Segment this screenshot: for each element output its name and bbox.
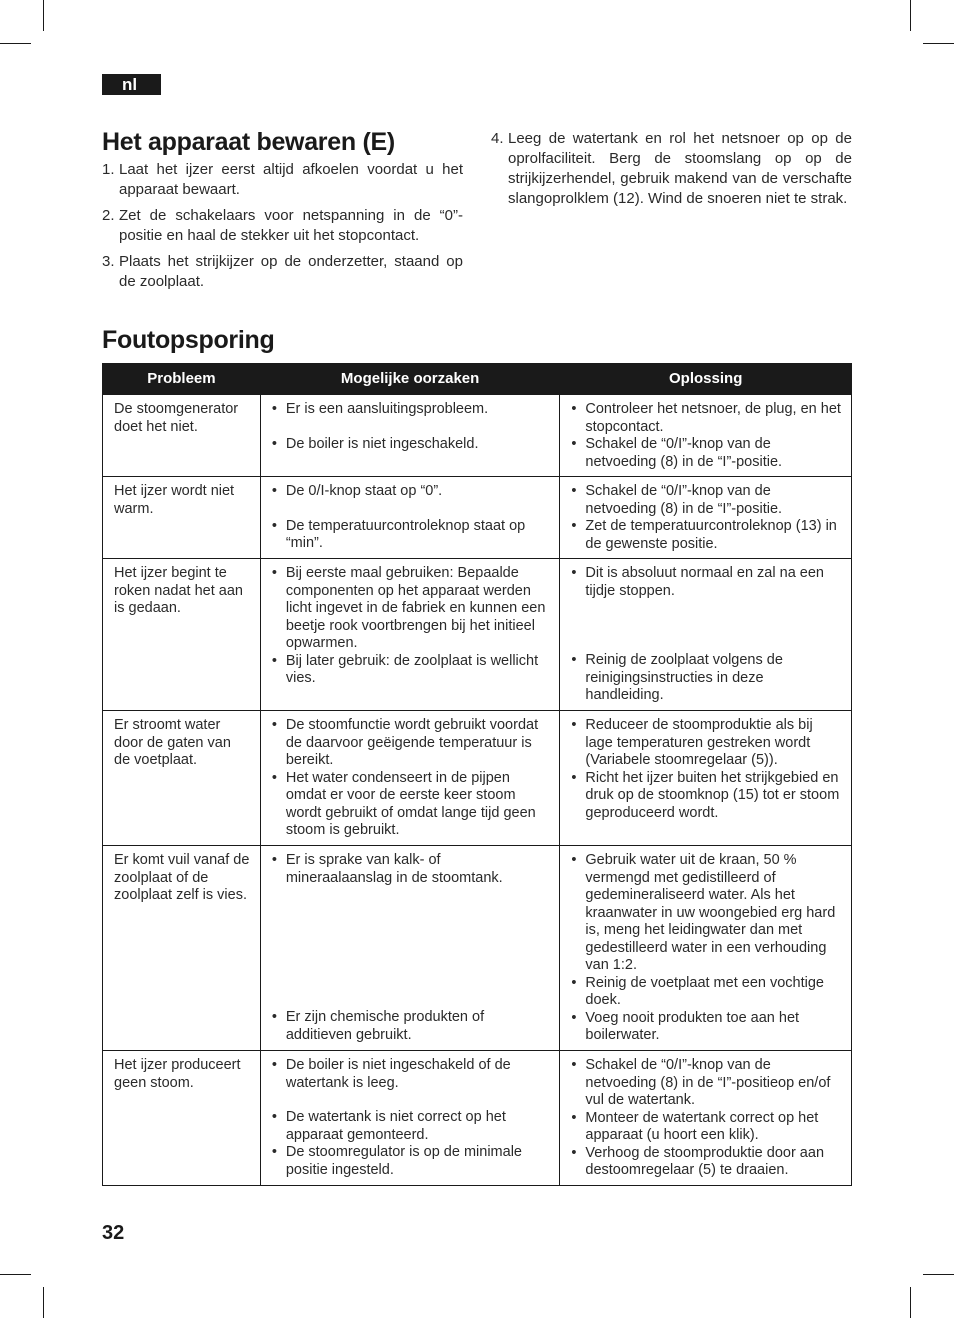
cause-item: • De watertank is niet correct op het apparaat gemonteerd. bbox=[272, 1109, 550, 1144]
problem-cell: Er komt vuil vanaf de zoolplaat of de zoolplaat zelf is vies. bbox=[103, 846, 261, 1051]
cause-item: • Er is een aansluitingsprobleem. bbox=[272, 401, 550, 419]
header-solution: Oplossing bbox=[560, 364, 852, 395]
causes-cell bbox=[260, 477, 560, 559]
table-row bbox=[103, 711, 852, 846]
storage-steps-right bbox=[491, 129, 852, 215]
solution-item: • Voeg nooit produkten toe aan het boilerwater. bbox=[571, 1010, 841, 1045]
solution-item: • Reinig de zoolplaat volgens de reinigingsinstructies in deze handleiding. bbox=[571, 652, 841, 705]
spacer bbox=[272, 887, 550, 1009]
table-header-row bbox=[103, 364, 852, 395]
solution-item: • Reduceer de stoomproduktie als bij lage temperaturen gestreken wordt (Variabele stoomregelaar (5)). bbox=[571, 717, 841, 770]
cause-item: • Het water condenseert in de pijpen omdat er voor de eerste keer stoom wordt gebruikt of omdat lange tijd geen stoom is gebruikt. bbox=[272, 770, 550, 840]
spacer bbox=[272, 1092, 550, 1109]
problem-cell: De stoomgenerator doet het niet. bbox=[103, 395, 261, 477]
table-row bbox=[103, 559, 852, 711]
storage-title: Het apparaat bewaren (E) bbox=[102, 128, 395, 156]
causes-cell bbox=[260, 711, 560, 846]
cause-item: • De boiler is niet ingeschakeld. bbox=[272, 436, 550, 454]
spacer bbox=[272, 501, 550, 518]
troubleshooting-title: Foutopsporing bbox=[102, 326, 275, 354]
cause-item: • De 0/I-knop staat op “0”. bbox=[272, 483, 550, 501]
crop-mark bbox=[910, 1287, 911, 1318]
language-tag: nl bbox=[102, 74, 161, 95]
solution-item: • Richt het ijzer buiten het strijkgebied en druk op de stoomknop (15) tot er stoom geproduceerd wordt. bbox=[571, 770, 841, 823]
cause-item: • Bij later gebruik: de zoolplaat is wellicht vies. bbox=[272, 653, 550, 688]
problem-cell: Er stroomt water door de gaten van de voetplaat. bbox=[103, 711, 261, 846]
table-row bbox=[103, 477, 852, 559]
solution-item: • Dit is absoluut normaal en zal na een tijdje stoppen. bbox=[571, 565, 841, 600]
cause-item: • De stoomfunctie wordt gebruikt voordat de daarvoor geëigende temperatuur is bereikt. bbox=[272, 717, 550, 770]
solution-item: • Schakel de “0/I”-knop van de netvoeding (8) in de “I”-positie. bbox=[571, 436, 841, 471]
problem-cell: Het ijzer produceert geen stoom. bbox=[103, 1051, 261, 1186]
page-number: 32 bbox=[102, 1222, 125, 1244]
cause-item: • De boiler is niet ingeschakeld of de watertank is leeg. bbox=[272, 1057, 550, 1092]
cause-item: • De temperatuurcontroleknop staat op “min”. bbox=[272, 518, 550, 553]
cause-item: • De stoomregulator is op de minimale positie ingesteld. bbox=[272, 1144, 550, 1179]
solution-cell bbox=[560, 846, 852, 1051]
crop-mark bbox=[923, 1274, 954, 1275]
storage-step: 2. Zet de schakelaars voor netspanning in de “0”-positie en haal de stekker uit het stopcontact. bbox=[102, 207, 463, 244]
problem-cell: Het ijzer begint te roken nadat het aan is gedaan. bbox=[103, 559, 261, 711]
storage-step: 3. Plaats het strijkijzer op de onderzetter, staand op de zoolplaat. bbox=[102, 253, 463, 290]
solution-item: • Schakel de “0/I”-knop van de netvoeding (8) in de “I”-positie. bbox=[571, 483, 841, 518]
spacer bbox=[272, 419, 550, 436]
causes-cell bbox=[260, 1051, 560, 1186]
problem-cell: Het ijzer wordt niet warm. bbox=[103, 477, 261, 559]
crop-mark bbox=[0, 43, 31, 44]
header-causes: Mogelijke oorzaken bbox=[260, 364, 560, 395]
cause-item: • Er is sprake van kalk- of mineraalaanslag in de stoomtank. bbox=[272, 852, 550, 887]
storage-steps-left bbox=[102, 160, 463, 298]
table-row bbox=[103, 1051, 852, 1186]
crop-mark bbox=[0, 1274, 31, 1275]
table-row bbox=[103, 846, 852, 1051]
solution-cell bbox=[560, 711, 852, 846]
crop-mark bbox=[43, 0, 44, 31]
solution-item: • Controleer het netsnoer, de plug, en het stopcontact. bbox=[571, 401, 841, 436]
causes-cell bbox=[260, 846, 560, 1051]
header-problem: Probleem bbox=[103, 364, 261, 395]
solution-item: • Verhoog de stoomproduktie door aan destoomregelaar (5) te draaien. bbox=[571, 1145, 841, 1180]
solution-cell bbox=[560, 559, 852, 711]
cause-item: • Er zijn chemische produkten of additieven gebruikt. bbox=[272, 1009, 550, 1044]
solution-item: • Reinig de voetplaat met een vochtige doek. bbox=[571, 975, 841, 1010]
storage-step: 1. Laat het ijzer eerst altijd afkoelen voordat u het apparaat bewaart. bbox=[102, 161, 463, 198]
spacer bbox=[571, 600, 841, 652]
solution-cell bbox=[560, 477, 852, 559]
crop-mark bbox=[910, 0, 911, 31]
solution-cell bbox=[560, 395, 852, 477]
cause-item: • Bij eerste maal gebruiken: Bepaalde componenten op het apparaat werden licht ingevet in de fabriek en kunnen een beetje rook voortbrengen bij het initieel opwarmen. bbox=[272, 565, 550, 653]
storage-step: 4. Leeg de watertank en rol het netsnoer op op de oprolfaciliteit. Berg de stoomslang op op de strijkijzerhendel, gebruik makend van de verschafte slangoprolklem (12). Wind de snoeren niet te strak. bbox=[491, 130, 852, 207]
solution-item: • Zet de temperatuurcontroleknop (13) in de gewenste positie. bbox=[571, 518, 841, 553]
troubleshooting-table bbox=[102, 363, 852, 1186]
solution-item: • Gebruik water uit de kraan, 50 % vermengd met gedistilleerd of gedemineraliseerd water. Als het kraanwater in uw woongebied erg hard is, meng het leidingwater dan met gedestilleerd water in een verhouding van 1:2. bbox=[571, 852, 841, 975]
solution-item: • Monteer de watertank correct op het apparaat (u hoort een klik). bbox=[571, 1110, 841, 1145]
crop-mark bbox=[43, 1287, 44, 1318]
solution-cell bbox=[560, 1051, 852, 1186]
causes-cell bbox=[260, 559, 560, 711]
table-row bbox=[103, 395, 852, 477]
solution-item: • Schakel de “0/I”-knop van de netvoeding (8) in de “I”-positieop en/of vul de watertank. bbox=[571, 1057, 841, 1110]
causes-cell bbox=[260, 395, 560, 477]
crop-mark bbox=[923, 43, 954, 44]
